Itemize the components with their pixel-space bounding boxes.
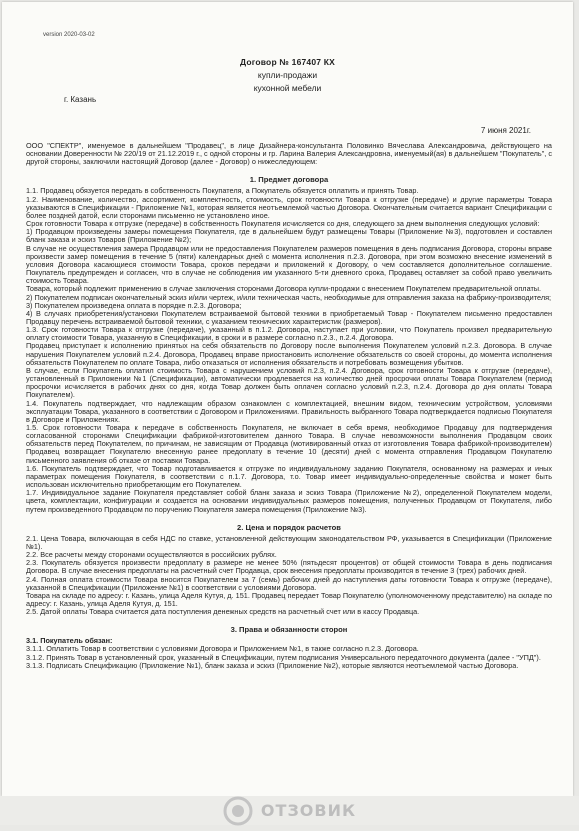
watermark-text: ОТЗОВИК <box>260 801 357 820</box>
paragraph: Срок готовности Товара к отгрузке (передаче) в собственность Покупателя исчисляется со дня, следующего за днем выполнения следующих условий: <box>26 219 540 229</box>
section-3-heading: 3. Права и обязанности сторон <box>230 625 348 635</box>
contract-title: Договор № 167407 КХ <box>239 57 336 67</box>
section-3-body <box>26 645 552 669</box>
paragraph: 2) Покупателем подписан окончательный эскиз и/или чертеж, и/или техническая часть, необходимые для отправления заказа на фабрику-производителя; <box>26 292 552 302</box>
contract-date: 7 июня 2021г. <box>480 126 531 135</box>
paragraph: 2.4. Полная оплата стоимости Товара вносится Покупателем за 7 (семь) рабочих дней до наступления даты готовности Товара к отгрузке (передаче), указанной в Спецификации (Приложение №1) в соответствии с условиями Договора. <box>26 574 552 592</box>
paragraph: 3.1.3. Подписать Спецификацию (Приложение №1), бланк заказа и эскиз (Приложение №2), которые являются неотъемлемой частью Договора. <box>26 660 519 670</box>
paragraph: 2.3. Покупатель обязуется произвести предоплату в размере не менее 50% (пятьдесят процентов) от общей стоимости Товара в день подписания Договора. В случае внесения предоплаты на расчетный счет Продавца, срок внесения предоплаты производится в течение 3 (трех) рабочих дней. <box>26 558 552 576</box>
paragraph: 1) Продавцом произведены замеры помещения Покупателя, где в дальнейшем будут размещены Товары (Приложение №3), подготовлен и составлен бланк заказа и эскиз Товаров (Приложение №2); <box>26 227 552 245</box>
paragraph: 1.6. Покупатель подтверждает, что Товар подготавливается к отгрузке по индивидуальному заданию Покупателя, основанному на размерах и иных параметрах помещения Покупателя, в соответствии с п.1.7. Договора, т.о. Товар имеет индивидуально-определенные свойства и может быть использован исключительно приобретающим его Покупателем. <box>26 463 552 490</box>
paragraph: 1.7. Индивидуальное задание Покупателя представляет собой бланк заказа и эскиз Товара (Приложение №2), определенной Покупателем модели, цвета, комплектации, конфигурации и создается на основании индивидуальных размеров помещения, полученных Продавцом от Покупателя, либо путем произведенного Продавцом по поручению Покупателя замера помещения (Приложение №3). <box>26 488 552 514</box>
section-1-body <box>26 187 552 513</box>
section-3-subheading: 3.1. Покупатель обязан: <box>26 636 113 646</box>
section-2-heading: 2. Цена и порядок расчетов <box>237 522 341 532</box>
paragraph: 2.1. Цена Товара, включающая в себя НДС по ставке, установленной действующим законодательством РФ, указывается в Спецификации (Приложение №1). <box>26 533 552 551</box>
paragraph: 3) Покупателем произведена оплата в порядке п.2.3. Договора; <box>26 300 242 310</box>
contract-city: г. Казань <box>64 95 97 104</box>
watermark-bar <box>0 796 579 825</box>
otzovik-logo-icon <box>223 796 253 826</box>
preamble: ООО "СПЕКТР", именуемое в дальнейшем "Продавец", в лице Дизайнера-консультанта Половинко Вячеслава Александровича, действующего на основании Доверенности № 220/19 от 21.12.2019 г., с одной стороны и гр. Ларина Валерия Александровна, именуемый(ая) в дальнейшем "Покупатель", с другой стороны, заключили настоящий Договор (далее - Договор) о нижеследующем: <box>26 141 552 167</box>
paragraph: 3.1.1. Оплатить Товар в соответствии с условиями Договора и Приложением №1, в также согласно п.2.3. Договора. <box>26 644 419 654</box>
paragraph: 4) В случаях приобретения/установки Покупателем встраиваемой бытовой техники в приобретаемый Товар - Покупателем письменно предоставлен Продавцу перечень встраиваемой бытовой техники, с указанием технических характеристик (размеров). <box>26 308 552 326</box>
paragraph: 1.4. Покупатель подтверждает, что надлежащим образом ознакомлен с комплектацией, внешним видом, техническим устройством, условиями эксплуатации Товара, указанного в соответствии с Договором и Приложениями. Правильность выбранного Товара подтверждается подписью Покупателя в Договоре и Приложениях. <box>26 398 552 424</box>
paragraph: Товара, который подлежит применению в случае заключения сторонами Договора купли-продажи с внесением Покупателем предварительной оплаты. <box>26 284 542 294</box>
paragraph: Товара на складе по адресу: г. Казань, улица Аделя Кутуя, д. 151. Продавец передает Товар Покупателю (уполномоченному представителю) на складе по адресу: г. Казань, улица Аделя Кутуя, д. 151. <box>26 590 552 608</box>
paragraph: Продавец приступает к исполнению принятых на себя обязательств по Договору после выполнения Покупателем условий п.2.3. Договора. В случае нарушения Покупателем условий п.2.4. Договора, Продавец вправе приостановить исполнение обязательств со своей стороны, до момента исполнения обязательств Покупателем по оплате Товара, либо отказаться от исполнения обязательств и потребовать возмещения убытков. <box>26 341 552 367</box>
contract-subtitle-1: купли-продажи <box>257 70 318 80</box>
paragraph: 1.1. Продавец обязуется передать в собственность Покупателя, а Покупатель обязуется оплатить и принять Товар. <box>26 186 419 196</box>
paragraph: 3.1.2. Принять Товар в установленный срок, указанный в Спецификации, путем подписания Универсального передаточного документа (далее - "УПД"). <box>26 652 541 662</box>
paragraph: 1.5. Срок готовности Товара к передаче в собственность Покупателя, не включает в себя время, необходимое Продавцу для подтверждения согласованной сторонами Спецификации фабрикой-изготовителем данного Товара. В случае невозможности выполнения Продавцом своих обязательств перед Покупателем, по причинам, не зависящим от Продавца (мотивированный отказ от изготовления Товара фабрикой-производителем) Продавец возвращает Покупателю внесенную ранее предоплату в течение 10 (десяти) дней с момента отправления Продавцом Покупателю письменного заявления об отказе от поставки Товара. <box>26 423 552 465</box>
section-2-body <box>26 535 552 617</box>
section-1-heading: 1. Предмет договора <box>249 175 329 185</box>
contract-subtitle-2: кухонной мебели <box>253 83 322 93</box>
paragraph: В случае не осуществления замера Продавцом или не предоставления Покупателем размеров помещения в день подписания Договора, стороны вправе произвести замер помещения в течение 5 (пяти) календарных дней с момента исполнения п.2.3. Договора, при этом возможно внесение изменений в условия Договора касающиеся стоимости Товара, сроков передачи и приложений к Договору, о чем составляется дополнительное соглашение. Покупатель предупрежден и согласен, что в случае не соблюдения им указанного 5-ти дневного срока, Продавец оставляет за собой право увеличить стоимость Товара. <box>26 243 552 286</box>
paragraph: 2.5. Датой оплаты Товара считается дата поступления денежных средств на расчетный счет или в кассу Продавца. <box>26 607 420 617</box>
paragraph: 1.3. Срок готовности Товара к отгрузке (передаче), указанный в п.1.2. Договора, наступает при условии, что Покупатель произвел предварительную оплату стоимости Товара, указанную в Спецификации, в сроки и в размере согласно п.2.3., п.2.4. Договора. <box>26 325 552 343</box>
paragraph: 2.2. Все расчеты между сторонами осуществляются в российских рублях. <box>26 550 277 560</box>
document-page <box>2 2 573 796</box>
paragraph: 1.2. Наименование, количество, ассортимент, комплектность, стоимость, срок готовности Товара к отгрузке (передаче) и другие параметры Товара указываются в Спецификации - Приложение №1, которая является неотъемлемой частью Договора. Окончательным считается вариант Спецификации с более поздней датой, если сторонами письменно не установлено иное. <box>26 194 552 220</box>
version-label: version 2020-03-02 <box>43 32 95 38</box>
contract-body <box>26 142 552 670</box>
paragraph: В случае, если Покупатель оплатил стоимость Товара с нарушением условий п.2.3, п.2.4. Договора, срок готовности Товара к отгрузке (передаче), установленный в Приложении №1 (Спецификации), автоматически продлевается на количество дней просрочки оплаты Товара Покупателем (период просрочки исчисляется в рабочих днях со дня, когда Товар должен быть оплачен согласно условий п.2.3, п.2.4. Договора до дня оплаты Товара Покупателем). <box>26 365 552 400</box>
